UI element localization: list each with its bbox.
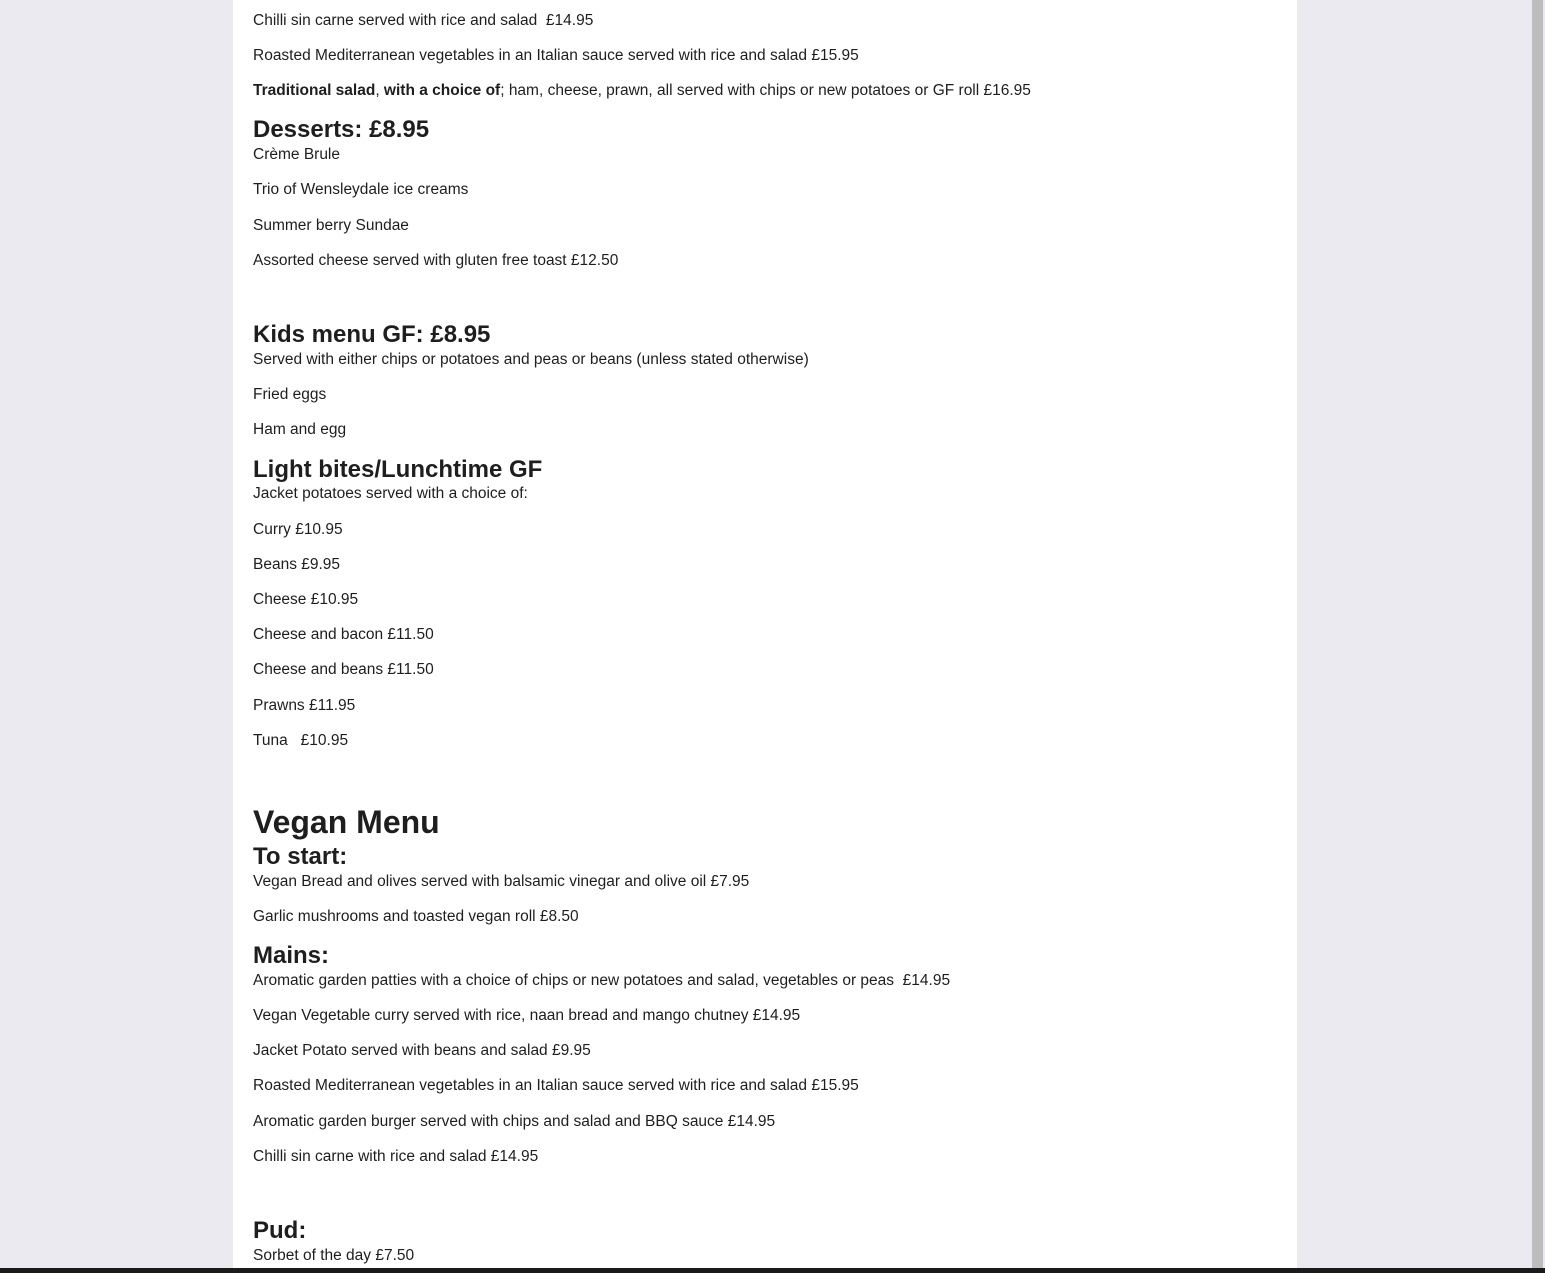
light-bites-item: Prawns £11.95 bbox=[253, 697, 356, 714]
light-bites-item: Cheese and bacon £11.50 bbox=[253, 626, 434, 643]
menu-item: Roasted Mediterranean vegetables in an Italian sauce served with rice and salad £15.95 bbox=[253, 47, 859, 64]
dessert-item: Crème Brule bbox=[253, 146, 340, 163]
menu-page bbox=[233, 0, 1297, 1268]
vegan-pud-heading: Pud: bbox=[253, 1217, 307, 1244]
scrollbar-thumb[interactable] bbox=[1532, 0, 1543, 1268]
light-bites-heading: Light bites/Lunchtime GF bbox=[253, 456, 543, 483]
vegan-main-item: Aromatic garden burger served with chips and salad and BBQ sauce £14.95 bbox=[253, 1113, 776, 1130]
traditional-salad-options: ; ham, cheese, prawn, all served with chips or new potatoes or GF roll £16.95 bbox=[500, 82, 1031, 99]
traditional-salad-choice-label: with a choice of bbox=[379, 82, 501, 99]
vegan-menu-title: Vegan Menu bbox=[253, 804, 440, 840]
vegan-main-item: Aromatic garden patties with a choice of chips or new potatoes and salad, vegetables or peas £14.95 bbox=[253, 972, 951, 989]
light-bites-item: Beans £9.95 bbox=[253, 556, 341, 573]
menu-item: Chilli sin carne served with rice and salad £14.95 bbox=[253, 12, 594, 29]
vegan-main-item: Jacket Potato served with beans and salad £9.95 bbox=[253, 1042, 591, 1059]
vegan-main-item: Chilli sin carne with rice and salad £14.95 bbox=[253, 1148, 539, 1165]
vegan-starter-item: Vegan Bread and olives served with balsamic vinegar and olive oil £7.95 bbox=[253, 873, 750, 890]
light-bites-item: Curry £10.95 bbox=[253, 521, 343, 538]
light-bites-intro: Jacket potatoes served with a choice of: bbox=[253, 485, 528, 502]
vegan-to-start-heading: To start: bbox=[253, 843, 348, 870]
traditional-salad-comma: , bbox=[375, 82, 380, 99]
bottom-edge-bar bbox=[0, 1268, 1545, 1273]
vegan-starter-item: Garlic mushrooms and toasted vegan roll £8.50 bbox=[253, 908, 579, 925]
vegan-mains-heading: Mains: bbox=[253, 942, 330, 969]
kids-menu-item: Fried eggs bbox=[253, 386, 327, 403]
dessert-item: Assorted cheese served with gluten free toast £12.50 bbox=[253, 252, 619, 269]
traditional-salad-label: Traditional salad bbox=[253, 82, 376, 99]
vegan-main-item: Roasted Mediterranean vegetables in an Italian sauce served with rice and salad £15.95 bbox=[253, 1077, 859, 1094]
kids-menu-note: Served with either chips or potatoes and peas or beans (unless stated otherwise) bbox=[253, 351, 809, 368]
kids-menu-item: Ham and egg bbox=[253, 421, 347, 438]
light-bites-item: Cheese and beans £11.50 bbox=[253, 661, 434, 678]
dessert-item: Trio of Wensleydale ice creams bbox=[253, 181, 469, 198]
traditional-salad-item bbox=[253, 81, 1031, 101]
light-bites-item: Tuna £10.95 bbox=[253, 732, 349, 749]
desserts-heading: Desserts: £8.95 bbox=[253, 116, 430, 143]
kids-menu-heading: Kids menu GF: £8.95 bbox=[253, 321, 491, 348]
vegan-pud-item: Sorbet of the day £7.50 bbox=[253, 1247, 415, 1264]
dessert-item: Summer berry Sundae bbox=[253, 217, 409, 234]
light-bites-item: Cheese £10.95 bbox=[253, 591, 359, 608]
vegan-main-item: Vegan Vegetable curry served with rice, naan bread and mango chutney £14.95 bbox=[253, 1007, 801, 1024]
